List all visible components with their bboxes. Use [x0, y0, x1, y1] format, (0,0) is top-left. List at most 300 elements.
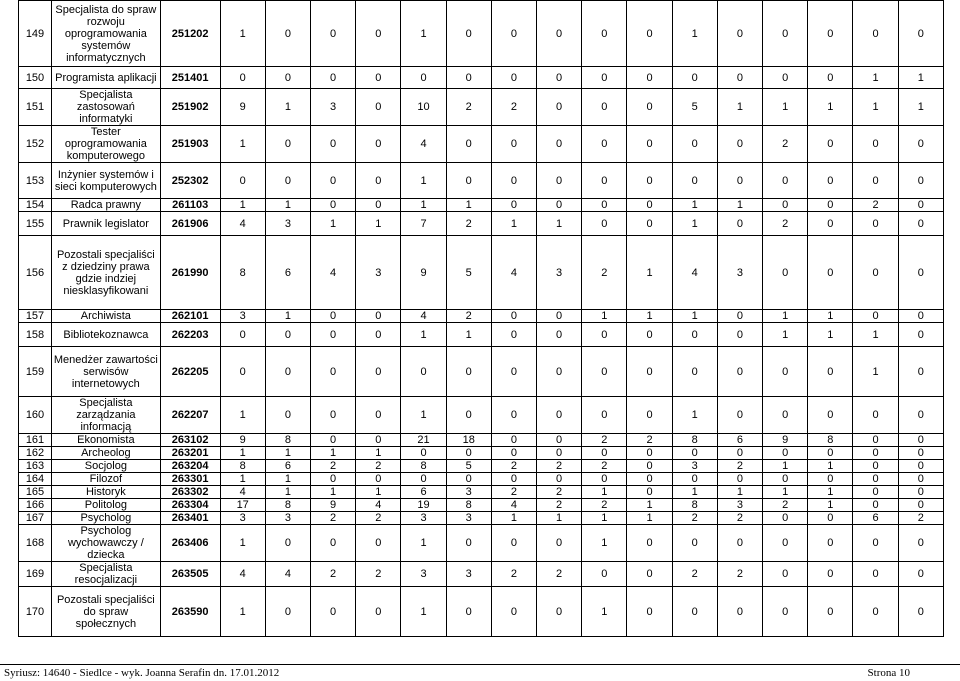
row-number: 156 — [19, 236, 52, 310]
value-cell: 2 — [627, 434, 672, 447]
value-cell: 9 — [220, 89, 265, 126]
value-cell: 1 — [401, 323, 446, 347]
value-cell: 0 — [537, 67, 582, 89]
page-footer — [0, 664, 960, 681]
value-cell: 1 — [401, 525, 446, 562]
value-cell: 0 — [491, 347, 536, 397]
value-cell: 2 — [356, 512, 401, 525]
table-row — [19, 512, 944, 525]
value-cell: 4 — [311, 236, 356, 310]
value-cell: 0 — [717, 447, 762, 460]
occupation-name: Specjalista zarządzania informacją — [51, 397, 160, 434]
occupation-name: Archeolog — [51, 447, 160, 460]
value-cell: 0 — [898, 473, 943, 486]
value-cell: 9 — [763, 434, 808, 447]
value-cell: 0 — [763, 163, 808, 199]
value-cell: 0 — [853, 486, 898, 499]
value-cell: 2 — [537, 460, 582, 473]
value-cell: 0 — [898, 199, 943, 212]
value-cell: 0 — [763, 1, 808, 67]
value-cell: 0 — [582, 447, 627, 460]
value-cell: 0 — [311, 199, 356, 212]
value-cell: 6 — [717, 434, 762, 447]
row-number: 161 — [19, 434, 52, 447]
occupation-name: Specjalista zastosowań informatyki — [51, 89, 160, 126]
table-row — [19, 397, 944, 434]
value-cell: 1 — [220, 525, 265, 562]
value-cell: 1 — [491, 512, 536, 525]
value-cell: 2 — [582, 236, 627, 310]
occupation-name: Radca prawny — [51, 199, 160, 212]
value-cell: 0 — [808, 199, 853, 212]
value-cell: 0 — [627, 67, 672, 89]
value-cell: 0 — [763, 587, 808, 637]
value-cell: 1 — [446, 199, 491, 212]
value-cell: 2 — [311, 512, 356, 525]
value-cell: 0 — [853, 473, 898, 486]
value-cell: 0 — [265, 347, 310, 397]
value-cell: 1 — [627, 512, 672, 525]
value-cell: 0 — [537, 525, 582, 562]
value-cell: 2 — [717, 562, 762, 587]
value-cell: 7 — [401, 212, 446, 236]
value-cell: 2 — [763, 212, 808, 236]
value-cell: 0 — [220, 323, 265, 347]
value-cell: 0 — [265, 323, 310, 347]
value-cell: 5 — [672, 89, 717, 126]
value-cell: 0 — [853, 310, 898, 323]
value-cell: 0 — [582, 126, 627, 163]
value-cell: 0 — [446, 126, 491, 163]
value-cell: 0 — [853, 126, 898, 163]
occupation-code: 262207 — [160, 397, 220, 434]
value-cell: 0 — [356, 323, 401, 347]
row-number: 165 — [19, 486, 52, 499]
value-cell: 8 — [672, 499, 717, 512]
value-cell: 0 — [491, 434, 536, 447]
value-cell: 1 — [401, 199, 446, 212]
value-cell: 2 — [717, 460, 762, 473]
value-cell: 0 — [853, 1, 898, 67]
value-cell: 2 — [763, 499, 808, 512]
value-cell: 4 — [220, 562, 265, 587]
value-cell: 0 — [446, 447, 491, 460]
value-cell: 0 — [582, 473, 627, 486]
row-number: 157 — [19, 310, 52, 323]
occupation-name: Historyk — [51, 486, 160, 499]
value-cell: 0 — [898, 163, 943, 199]
value-cell: 1 — [401, 163, 446, 199]
value-cell: 0 — [311, 1, 356, 67]
occupation-code: 262203 — [160, 323, 220, 347]
value-cell: 0 — [672, 67, 717, 89]
row-number: 155 — [19, 212, 52, 236]
value-cell: 0 — [401, 347, 446, 397]
value-cell: 0 — [265, 163, 310, 199]
value-cell: 2 — [672, 562, 717, 587]
occupation-code: 263505 — [160, 562, 220, 587]
value-cell: 0 — [898, 323, 943, 347]
value-cell: 1 — [763, 460, 808, 473]
value-cell: 0 — [627, 163, 672, 199]
row-number: 152 — [19, 126, 52, 163]
row-number: 160 — [19, 397, 52, 434]
value-cell: 0 — [311, 126, 356, 163]
value-cell: 2 — [582, 460, 627, 473]
value-cell: 0 — [491, 587, 536, 637]
value-cell: 2 — [582, 499, 627, 512]
value-cell: 3 — [401, 562, 446, 587]
table-row — [19, 473, 944, 486]
value-cell: 0 — [627, 473, 672, 486]
value-cell: 3 — [672, 460, 717, 473]
value-cell: 21 — [401, 434, 446, 447]
value-cell: 0 — [401, 473, 446, 486]
value-cell: 2 — [537, 562, 582, 587]
value-cell: 1 — [672, 199, 717, 212]
value-cell: 6 — [401, 486, 446, 499]
value-cell: 1 — [582, 310, 627, 323]
row-number: 167 — [19, 512, 52, 525]
value-cell: 0 — [491, 126, 536, 163]
value-cell: 0 — [853, 460, 898, 473]
table-row — [19, 347, 944, 397]
value-cell: 0 — [898, 525, 943, 562]
value-cell: 1 — [311, 486, 356, 499]
value-cell: 0 — [356, 199, 401, 212]
value-cell: 18 — [446, 434, 491, 447]
value-cell: 8 — [808, 434, 853, 447]
value-cell: 1 — [401, 587, 446, 637]
value-cell: 0 — [627, 486, 672, 499]
value-cell: 1 — [220, 126, 265, 163]
value-cell: 0 — [808, 236, 853, 310]
value-cell: 0 — [537, 199, 582, 212]
value-cell: 1 — [491, 212, 536, 236]
value-cell: 0 — [717, 126, 762, 163]
value-cell: 0 — [672, 323, 717, 347]
occupation-code: 262205 — [160, 347, 220, 397]
occupation-name: Politolog — [51, 499, 160, 512]
value-cell: 2 — [582, 434, 627, 447]
value-cell: 0 — [537, 323, 582, 347]
value-cell: 0 — [898, 310, 943, 323]
occupation-code: 263304 — [160, 499, 220, 512]
row-number: 163 — [19, 460, 52, 473]
value-cell: 4 — [401, 126, 446, 163]
value-cell: 3 — [220, 310, 265, 323]
table-row — [19, 67, 944, 89]
value-cell: 0 — [717, 587, 762, 637]
value-cell: 2 — [537, 486, 582, 499]
value-cell: 1 — [763, 310, 808, 323]
value-cell: 1 — [265, 310, 310, 323]
value-cell: 0 — [853, 212, 898, 236]
occupation-code: 252302 — [160, 163, 220, 199]
value-cell: 0 — [627, 397, 672, 434]
occupation-name: Bibliotekoznawca — [51, 323, 160, 347]
value-cell: 0 — [808, 473, 853, 486]
value-cell: 0 — [356, 126, 401, 163]
value-cell: 1 — [763, 323, 808, 347]
occupation-code: 251401 — [160, 67, 220, 89]
value-cell: 1 — [853, 323, 898, 347]
value-cell: 0 — [582, 212, 627, 236]
occupation-code: 263204 — [160, 460, 220, 473]
value-cell: 0 — [853, 525, 898, 562]
value-cell: 0 — [356, 67, 401, 89]
value-cell: 2 — [356, 460, 401, 473]
table-row — [19, 460, 944, 473]
occupation-name: Psycholog — [51, 512, 160, 525]
value-cell: 0 — [582, 67, 627, 89]
row-number: 168 — [19, 525, 52, 562]
value-cell: 3 — [717, 499, 762, 512]
value-cell: 2 — [311, 460, 356, 473]
value-cell: 0 — [898, 397, 943, 434]
value-cell: 1 — [265, 89, 310, 126]
value-cell: 0 — [898, 562, 943, 587]
value-cell: 2 — [446, 89, 491, 126]
value-cell: 0 — [446, 525, 491, 562]
occupation-code: 263401 — [160, 512, 220, 525]
value-cell: 2 — [491, 562, 536, 587]
table-row — [19, 310, 944, 323]
row-number: 162 — [19, 447, 52, 460]
value-cell: 9 — [220, 434, 265, 447]
table-row — [19, 199, 944, 212]
value-cell: 0 — [401, 447, 446, 460]
value-cell: 0 — [808, 163, 853, 199]
occupation-name: Pozostali specjaliści z dziedziny prawa gdzie indziej niesklasyfikowani — [51, 236, 160, 310]
value-cell: 1 — [582, 486, 627, 499]
value-cell: 0 — [265, 67, 310, 89]
value-cell: 1 — [220, 587, 265, 637]
footer-page-number: Strona 10 — [867, 667, 910, 679]
value-cell: 8 — [220, 460, 265, 473]
value-cell: 0 — [672, 587, 717, 637]
occupation-name: Programista aplikacji — [51, 67, 160, 89]
value-cell: 0 — [717, 310, 762, 323]
value-cell: 0 — [853, 499, 898, 512]
value-cell: 0 — [356, 587, 401, 637]
value-cell: 1 — [808, 486, 853, 499]
occupation-name: Inżynier systemów i sieci komputerowych — [51, 163, 160, 199]
value-cell: 0 — [582, 397, 627, 434]
value-cell: 0 — [401, 67, 446, 89]
value-cell: 0 — [717, 67, 762, 89]
value-cell: 4 — [356, 499, 401, 512]
value-cell: 0 — [582, 89, 627, 126]
value-cell: 8 — [672, 434, 717, 447]
value-cell: 0 — [808, 212, 853, 236]
value-cell: 0 — [717, 212, 762, 236]
value-cell: 0 — [265, 1, 310, 67]
footer-source: Syriusz: 14640 - Siedlce - wyk. Joanna Serafin dn. 17.01.2012 — [4, 667, 280, 679]
value-cell: 8 — [265, 434, 310, 447]
value-cell: 1 — [220, 397, 265, 434]
value-cell: 0 — [491, 199, 536, 212]
occupation-code: 251903 — [160, 126, 220, 163]
occupation-name: Prawnik legislator — [51, 212, 160, 236]
value-cell: 0 — [491, 1, 536, 67]
value-cell: 5 — [446, 460, 491, 473]
value-cell: 0 — [311, 525, 356, 562]
value-cell: 0 — [265, 126, 310, 163]
value-cell: 0 — [582, 323, 627, 347]
value-cell: 0 — [446, 397, 491, 434]
value-cell: 0 — [717, 347, 762, 397]
value-cell: 0 — [356, 347, 401, 397]
value-cell: 0 — [898, 212, 943, 236]
value-cell: 9 — [401, 236, 446, 310]
value-cell: 0 — [356, 310, 401, 323]
value-cell: 8 — [446, 499, 491, 512]
value-cell: 1 — [446, 323, 491, 347]
value-cell: 0 — [898, 486, 943, 499]
value-cell: 6 — [853, 512, 898, 525]
value-cell: 1 — [537, 212, 582, 236]
value-cell: 0 — [808, 397, 853, 434]
occupation-code: 251902 — [160, 89, 220, 126]
value-cell: 1 — [672, 397, 717, 434]
value-cell: 0 — [311, 323, 356, 347]
value-cell: 0 — [763, 236, 808, 310]
value-cell: 1 — [265, 486, 310, 499]
value-cell: 0 — [898, 347, 943, 397]
value-cell: 0 — [356, 434, 401, 447]
occupation-code: 251202 — [160, 1, 220, 67]
occupation-code: 262101 — [160, 310, 220, 323]
occupation-code: 263302 — [160, 486, 220, 499]
value-cell: 0 — [491, 310, 536, 323]
value-cell: 0 — [763, 512, 808, 525]
value-cell: 0 — [672, 126, 717, 163]
value-cell: 2 — [491, 89, 536, 126]
value-cell: 0 — [763, 473, 808, 486]
value-cell: 0 — [672, 347, 717, 397]
value-cell: 1 — [265, 473, 310, 486]
occupation-code: 261103 — [160, 199, 220, 212]
value-cell: 1 — [763, 486, 808, 499]
table-row — [19, 434, 944, 447]
value-cell: 1 — [582, 587, 627, 637]
value-cell: 0 — [356, 397, 401, 434]
value-cell: 0 — [311, 67, 356, 89]
value-cell: 0 — [853, 236, 898, 310]
occupation-code: 263102 — [160, 434, 220, 447]
value-cell: 0 — [537, 587, 582, 637]
value-cell: 1 — [717, 199, 762, 212]
value-cell: 10 — [401, 89, 446, 126]
value-cell: 2 — [356, 562, 401, 587]
value-cell: 3 — [220, 512, 265, 525]
value-cell: 0 — [808, 587, 853, 637]
value-cell: 0 — [808, 447, 853, 460]
value-cell: 3 — [356, 236, 401, 310]
value-cell: 0 — [717, 163, 762, 199]
row-number: 151 — [19, 89, 52, 126]
occupation-name: Tester oprogramowania komputerowego — [51, 126, 160, 163]
value-cell: 1 — [763, 89, 808, 126]
value-cell: 9 — [311, 499, 356, 512]
value-cell: 0 — [763, 525, 808, 562]
occupation-name: Psycholog wychowawczy / dziecka — [51, 525, 160, 562]
occupation-code: 261990 — [160, 236, 220, 310]
value-cell: 0 — [491, 525, 536, 562]
value-cell: 0 — [265, 525, 310, 562]
table-row — [19, 562, 944, 587]
value-cell: 1 — [356, 447, 401, 460]
value-cell: 0 — [627, 212, 672, 236]
value-cell: 0 — [627, 199, 672, 212]
value-cell: 0 — [808, 562, 853, 587]
value-cell: 0 — [537, 163, 582, 199]
value-cell: 1 — [582, 525, 627, 562]
value-cell: 0 — [446, 67, 491, 89]
value-cell: 0 — [853, 587, 898, 637]
value-cell: 0 — [446, 1, 491, 67]
value-cell: 0 — [537, 447, 582, 460]
value-cell: 0 — [717, 525, 762, 562]
value-cell: 1 — [808, 499, 853, 512]
value-cell: 0 — [537, 89, 582, 126]
value-cell: 0 — [356, 89, 401, 126]
value-cell: 1 — [672, 310, 717, 323]
value-cell: 1 — [356, 486, 401, 499]
value-cell: 0 — [627, 1, 672, 67]
value-cell: 2 — [763, 126, 808, 163]
table-body — [19, 1, 944, 637]
value-cell: 1 — [356, 212, 401, 236]
value-cell: 0 — [763, 199, 808, 212]
occupation-table — [18, 0, 944, 637]
value-cell: 1 — [265, 199, 310, 212]
row-number: 169 — [19, 562, 52, 587]
value-cell: 0 — [627, 587, 672, 637]
value-cell: 0 — [627, 323, 672, 347]
value-cell: 0 — [763, 447, 808, 460]
value-cell: 0 — [446, 473, 491, 486]
value-cell: 1 — [220, 473, 265, 486]
row-number: 170 — [19, 587, 52, 637]
value-cell: 0 — [672, 473, 717, 486]
value-cell: 0 — [898, 236, 943, 310]
value-cell: 0 — [220, 347, 265, 397]
value-cell: 0 — [808, 126, 853, 163]
value-cell: 2 — [537, 499, 582, 512]
value-cell: 0 — [311, 434, 356, 447]
value-cell: 0 — [356, 163, 401, 199]
value-cell: 0 — [582, 562, 627, 587]
value-cell: 0 — [356, 525, 401, 562]
value-cell: 4 — [220, 212, 265, 236]
value-cell: 0 — [311, 310, 356, 323]
value-cell: 1 — [808, 310, 853, 323]
value-cell: 0 — [582, 347, 627, 397]
value-cell: 0 — [808, 347, 853, 397]
table-row — [19, 323, 944, 347]
value-cell: 1 — [898, 67, 943, 89]
value-cell: 0 — [265, 397, 310, 434]
value-cell: 0 — [672, 525, 717, 562]
value-cell: 1 — [672, 212, 717, 236]
value-cell: 0 — [537, 347, 582, 397]
value-cell: 4 — [672, 236, 717, 310]
value-cell: 0 — [898, 499, 943, 512]
value-cell: 0 — [717, 1, 762, 67]
value-cell: 8 — [220, 236, 265, 310]
